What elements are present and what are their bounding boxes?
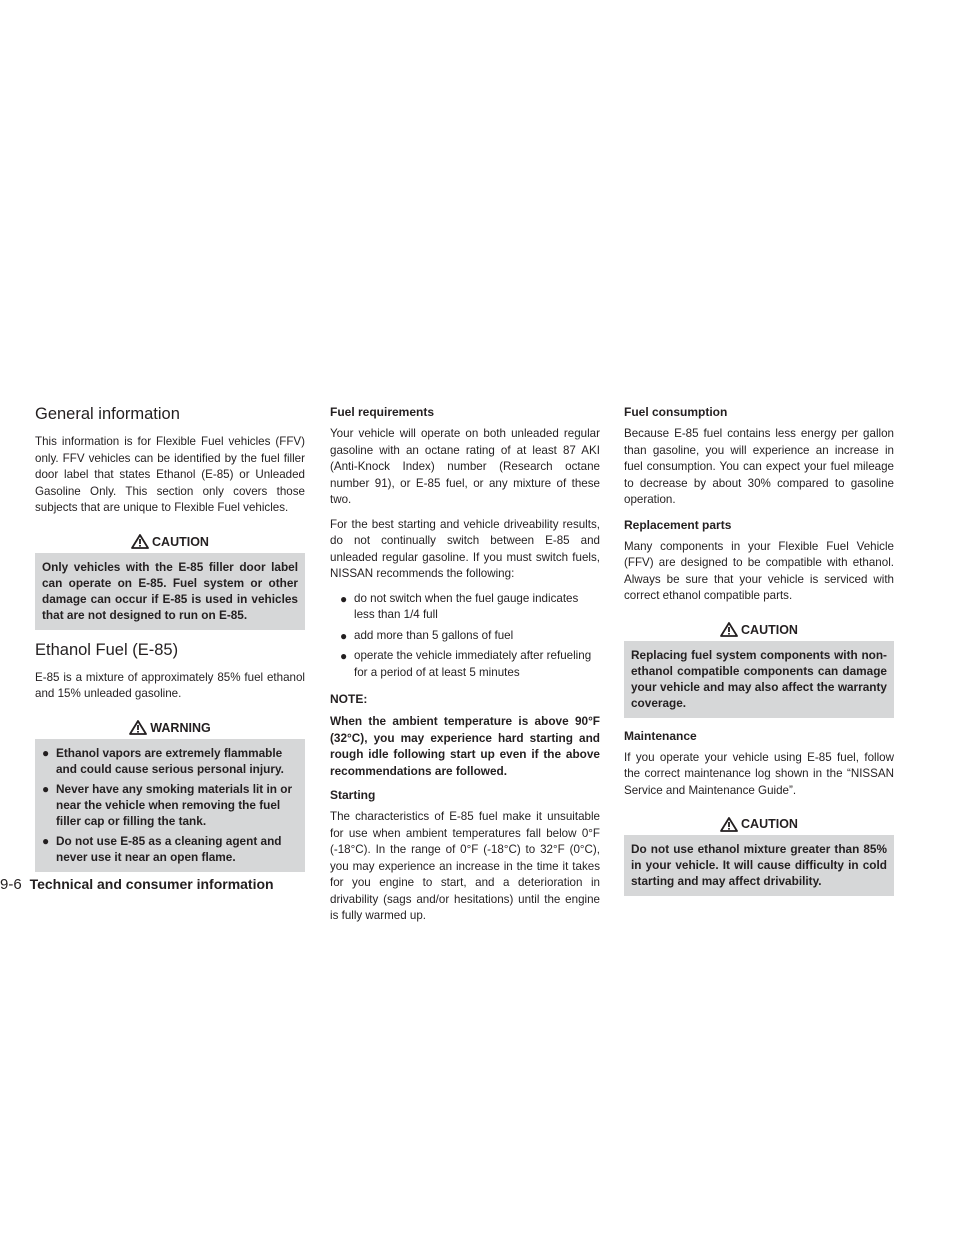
caution-header [624,813,894,835]
fuel-consumption-text: Because E-85 fuel contains less energy per gallon than gasoline, you will experience an increase in fuel consumption. You can expect your fuel mileage to decrease by about 30% compared to gasoline operation. [624,427,894,506]
caution-box [624,835,894,896]
caution-text: Only vehicles with the E-85 filler door label can operate on E-85. Fuel system or other damage can occur if E-85 is used in vehicles that are not designed to run on E-85. [42,559,298,622]
note-label: NOTE: [330,692,368,706]
page-footer [0,876,274,893]
caution-text: Replacing fuel system components with non-ethanol compatible components can damage your vehicle and may also affect the warranty coverage. [631,647,887,710]
bullet-icon: ● [340,591,348,606]
warning-title: WARNING [150,720,211,735]
list-item: ● Ethanol vapors are extremely flammable and could cause serious personal injury. [42,745,284,776]
warning-list [42,745,298,865]
maintenance-heading: Maintenance [624,728,697,743]
starting-heading: Starting [330,788,376,802]
general-information-heading: General information [35,405,180,423]
caution-box [35,553,305,630]
caution-header [624,619,894,641]
fuel-requirements-text: Your vehicle will operate on both unleaded regular gasoline with an octane rating of at least 87 AKI (Anti-Knock Index) number (Research octane number 91), or E-85 fuel, or any mixture of these two. [330,427,600,506]
list-item: ● Never have any smoking materials lit in or near the vehicle when removing the fuel filler cap or filling the tank. [42,781,293,828]
driveability-text: For the best starting and vehicle driveability results, do not continually switch between E-85 and unleaded regular gasoline. If you must switch fuels, NISSAN recommends the following: [330,517,600,580]
general-information-text: This information is for Flexible Fuel vehicles (FFV) only. FFV vehicles can be identified by the fuel filler door label that states Ethanol (E-85) or Unleaded Gasoline Only. This section only covers those subjects that are unique to Flexible Fuel vehicles. [35,435,305,514]
ethanol-fuel-text: E-85 is a mixture of approximately 85% fuel ethanol and 15% unleaded gasoline. [35,670,305,700]
column-3 [624,404,894,896]
bullet-icon: ● [42,781,50,796]
caution-title: CAUTION [741,817,798,831]
fuel-consumption-heading: Fuel consumption [624,405,728,419]
fuel-requirements-heading: Fuel requirements [330,405,435,419]
replacement-parts-text: Many components in your Flexible Fuel Vehicle (FFV) are designed to be compatible with ethanol. Always be sure that your vehicle is serviced with correct ethanol compatible parts. [624,539,894,602]
warning-triangle-icon [720,817,738,832]
bullet-icon: ● [42,833,50,848]
caution-text: Do not use ethanol mixture greater than 85% in your vehicle. It will cause difficulty in cold starting and may affect drivability. [631,842,887,888]
maintenance-text: If you operate your vehicle using E-85 fuel, follow the correct maintenance log shown in the “NISSAN Service and Maintenance Guide”. [624,750,894,797]
warning-header [35,717,305,739]
caution-header [35,531,305,553]
bullet-icon: ● [42,745,50,760]
warning-box [35,739,305,872]
list-item: ● add more than 5 gallons of fuel [340,628,514,643]
ethanol-fuel-heading: Ethanol Fuel (E-85) [35,640,179,659]
note-text: When the ambient temperature is above 90°F (32°C), you may experience hard starting and rough idle following start up even if the above recommendations are followed. [330,714,600,778]
bullet-icon: ● [340,628,348,643]
warning-triangle-icon [129,720,147,735]
caution-box [624,641,894,718]
section-title: Technical and consumer information [29,876,274,892]
caution-title: CAUTION [152,534,209,549]
warning-triangle-icon [131,534,149,549]
page-number: 9-6 [0,876,22,893]
column-2 [330,404,600,933]
switch-recommendations-list [330,591,600,682]
bullet-icon: ● [340,649,348,663]
list-item: ● operate the vehicle immediately after refueling for a period of at least 5 minutes [340,648,600,681]
list-item: ● Do not use E-85 as a cleaning agent and never use it near an open flame. [42,833,282,864]
replacement-parts-heading: Replacement parts [624,517,732,532]
warning-triangle-icon [720,622,738,637]
column-1 [35,404,305,872]
list-item: ● do not switch when the fuel gauge indicates less than 1/4 full [340,591,600,624]
caution-title: CAUTION [741,622,798,637]
starting-text: The characteristics of E-85 fuel make it unsuitable for use when ambient temperatures fall below 0°F (-18°C). In the range of 0°F (-18°C) to 32°F (0°C), you may experience an increase in the time it takes for you engine to start, and a deterioration in drivability (sags and/or hesitations) until the engine is fully warmed up. [330,810,600,922]
